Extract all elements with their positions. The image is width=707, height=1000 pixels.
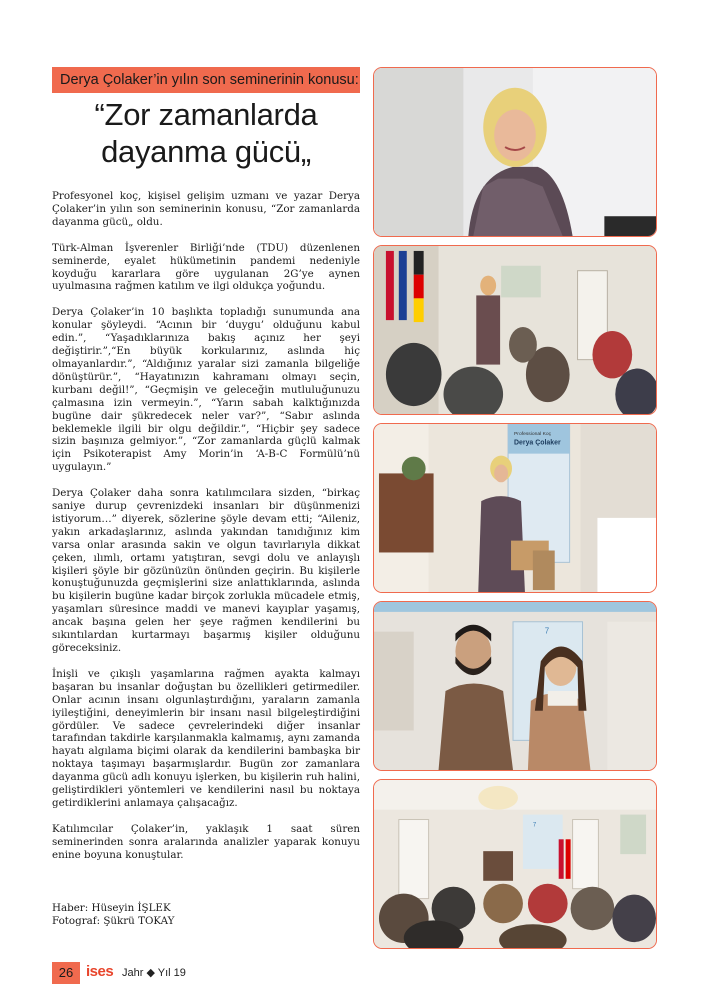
photo-young-couple [373,601,657,771]
paragraph-6: Katılımcılar Çolaker’in, yaklaşık 1 saat süren seminerinden sonra aralarında analizler yaparak konuyu enine boyuna konuştular. [52,822,360,861]
headline-line-2: dayanma gücü„ [101,134,311,169]
photo-speaker-portrait [373,67,657,237]
headline-line-1: “Zor zamanlarda [94,97,318,132]
screen-mark: 7 [532,822,537,829]
article-body [52,190,360,875]
banner-small-text: Professional Koç [514,431,552,437]
article-credits [52,902,174,928]
photo-seminar-hall [373,779,657,949]
photo-speaker-lectern [373,423,657,593]
credit-news: Haber: Hüseyin İŞLEK [52,902,171,914]
magazine-logo: ises [86,963,114,980]
paragraph-2: Türk-Alman İşverenler Birliği’nde (TDU) düzenlenen seminerde, eyalet hükümetinin pandemi nedeniyle koyduğu kararlara göre uygulanan 2G’ye aynen uyulmasına rağmen katılım ve ilgi oldukça yoğundu. [52,241,360,293]
banner-name-text: Derya Çolaker [514,439,561,447]
article-headline [52,96,360,170]
banner-mark: 7 [544,626,550,636]
page-number: 26 [52,962,80,984]
issue-info: Jahr ◆ Yıl 19 [122,967,186,979]
photo-seminar-audience [373,245,657,415]
credit-photo: Fotograf: Şükrü TOKAY [52,914,175,927]
paragraph-3: Derya Çolaker’in 10 başlıkta topladığı sunumunda ana konular şöyleydi. “Acının bir ‘duygu’ olduğunu kabul edin.”, “Yaşadıklarınıza bakış açınız her şeyi değiştirir.”,“En büyük korkularınız, aslında hiç olmayanlardır.”, “Aldığınız yaralar sizi zamanla bilgeliğe dönüştürür.”, “Hayatınızın kahramanı olmayı seçin, kurbanı değil!”, “Geçmişin ve geleceğin mutluluğunuzu çalmasına izin vermeyin.”, “Yarın sabah kalktığınızda bugüne dair şükredecek neler var?”, “Sabır aslında beklemekle ilgili bir olgu değildir.”, “Hiçbir şey sadece sizin başınıza gelmiyor.”, “Zor zamanlarda güçlü kalmak için Psikoterapist Amy Morin’in ‘A-B-C Formülü’nü uygulayın.” [52,306,360,474]
article-kicker: Derya Çolaker’in yılın son seminerinin konusu: [52,67,360,93]
paragraph-1: Profesyonel koç, kişisel gelişim uzmanı ve yazar Derya Çolaker’in yılın son seminerinin konusu, “Zor zamanlarda dayanma gücü„ oldu. [52,190,360,228]
paragraph-4: Derya Çolaker daha sonra katılımcılara sizden, “birkaç saniye durup çevrenizdeki insanları bir düşünmenizi istiyorum…” diyerek, sözlerine şöyle devam etti; “Aileniz, yakın arkadaşlarınız, aslında yakından tanıdığınız kim varsa onlar arasında sakin ve olgun tavırlarıyla dikkat çeken, ılımlı, ortamı yatıştıran, sevgi dolu ve anlayışlı kişileri şöyle bir gözünüzün önünden geçirin. Bu kişilerle konuştuğunuzda geçmişlerini size anlattıklarında, aslında bu kişilerin bugüne kadar birçok zorlukla mücadele etmiş, yaşamları süresince maddi ve manevi kayıplar yaşamış, ancak başına gelen her şeye rağmen kendilerini bu sıkıntılardan kurtarmayı başarmış kişiler olduğunu göreceksiniz. [52,487,360,654]
page-footer [52,962,352,984]
paragraph-5: İnişli ve çıkışlı yaşamlarına rağmen ayakta kalmayı başaran bu insanlar doğuştan bu özellikleri getirmediler. Onlar acının insanı olgunlaştırdığını, yaraların zamanla iyileştiğini, deneyimlerin bir insanı nasıl bilgeleştirdiğini gördüler. Ve sadece çevrelerindeki diğer insanlar tarafından takdirle karşılanmakla kalmamış, aynı zamanda hayatı algılama biçimi olarak da kendilerini bambaşka bir noktaya taşımayı başarmışlardır. Bugün zor zamanlara dayanma gücü adlı konuyu işlerken, bu kişilerin ruh halini, geliştirdikleri yöntemleri ve kendilerini nasıl bu noktaya getirdiklerini anlamaya çalışacağız. [52,667,360,809]
